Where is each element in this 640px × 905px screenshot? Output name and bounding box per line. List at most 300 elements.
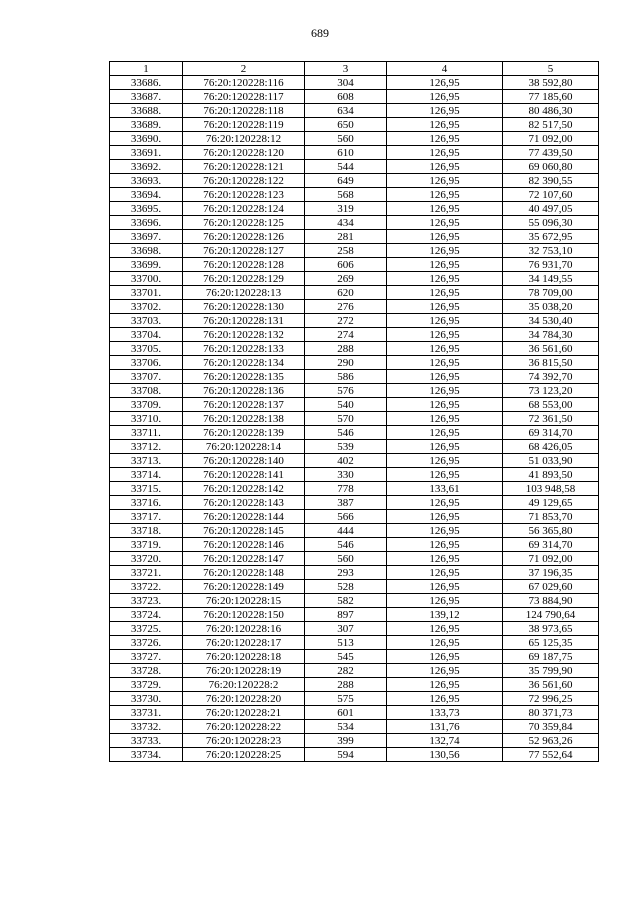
rate-cell: 126,95	[387, 202, 503, 216]
amount-cell: 34 149,55	[503, 272, 599, 286]
table-row	[110, 132, 599, 146]
row-number-cell: 33734.	[110, 748, 183, 762]
amount-cell: 36 561,60	[503, 342, 599, 356]
amount-cell: 71 853,70	[503, 510, 599, 524]
cadastral-number-cell: 76:20:120228:148	[183, 566, 305, 580]
amount-cell: 77 439,50	[503, 146, 599, 160]
amount-cell: 78 709,00	[503, 286, 599, 300]
area-cell: 269	[305, 272, 387, 286]
table-row	[110, 692, 599, 706]
rate-cell: 126,95	[387, 230, 503, 244]
cadastral-number-cell: 76:20:120228:135	[183, 370, 305, 384]
table-row	[110, 356, 599, 370]
cadastral-number-cell: 76:20:120228:126	[183, 230, 305, 244]
table-row	[110, 608, 599, 622]
rate-cell: 126,95	[387, 286, 503, 300]
cadastral-number-cell: 76:20:120228:134	[183, 356, 305, 370]
table-row	[110, 160, 599, 174]
table-row	[110, 286, 599, 300]
amount-cell: 74 392,70	[503, 370, 599, 384]
rate-cell: 126,95	[387, 216, 503, 230]
rate-cell: 133,73	[387, 706, 503, 720]
table-row	[110, 412, 599, 426]
cadastral-number-cell: 76:20:120228:19	[183, 664, 305, 678]
rate-cell: 126,95	[387, 496, 503, 510]
amount-cell: 82 517,50	[503, 118, 599, 132]
column-header: 2	[183, 62, 305, 76]
rate-cell: 126,95	[387, 174, 503, 188]
table-row	[110, 370, 599, 384]
row-number-cell: 33729.	[110, 678, 183, 692]
row-number-cell: 33732.	[110, 720, 183, 734]
amount-cell: 49 129,65	[503, 496, 599, 510]
row-number-cell: 33692.	[110, 160, 183, 174]
row-number-cell: 33687.	[110, 90, 183, 104]
cadastral-number-cell: 76:20:120228:129	[183, 272, 305, 286]
cadastral-number-cell: 76:20:120228:146	[183, 538, 305, 552]
row-number-cell: 33689.	[110, 118, 183, 132]
amount-cell: 69 314,70	[503, 538, 599, 552]
amount-cell: 71 092,00	[503, 132, 599, 146]
amount-cell: 80 486,30	[503, 104, 599, 118]
area-cell: 534	[305, 720, 387, 734]
row-number-cell: 33714.	[110, 468, 183, 482]
row-number-cell: 33711.	[110, 426, 183, 440]
amount-cell: 69 314,70	[503, 426, 599, 440]
row-number-cell: 33733.	[110, 734, 183, 748]
table-row	[110, 552, 599, 566]
table-row	[110, 426, 599, 440]
row-number-cell: 33697.	[110, 230, 183, 244]
table-row	[110, 398, 599, 412]
area-cell: 272	[305, 314, 387, 328]
area-cell: 258	[305, 244, 387, 258]
rate-cell: 126,95	[387, 468, 503, 482]
cadastral-number-cell: 76:20:120228:149	[183, 580, 305, 594]
cadastral-number-cell: 76:20:120228:139	[183, 426, 305, 440]
table-row	[110, 510, 599, 524]
table-row	[110, 90, 599, 104]
rate-cell: 126,95	[387, 314, 503, 328]
amount-cell: 72 996,25	[503, 692, 599, 706]
table-row	[110, 636, 599, 650]
table-row	[110, 706, 599, 720]
row-number-cell: 33702.	[110, 300, 183, 314]
amount-cell: 38 592,80	[503, 76, 599, 90]
cadastral-number-cell: 76:20:120228:16	[183, 622, 305, 636]
area-cell: 399	[305, 734, 387, 748]
area-cell: 546	[305, 538, 387, 552]
row-number-cell: 33690.	[110, 132, 183, 146]
rate-cell: 130,56	[387, 748, 503, 762]
area-cell: 288	[305, 342, 387, 356]
table-row	[110, 146, 599, 160]
rate-cell: 126,95	[387, 524, 503, 538]
amount-cell: 36 561,60	[503, 678, 599, 692]
row-number-cell: 33706.	[110, 356, 183, 370]
amount-cell: 38 973,65	[503, 622, 599, 636]
cadastral-number-cell: 76:20:120228:131	[183, 314, 305, 328]
area-cell: 513	[305, 636, 387, 650]
cadastral-number-cell: 76:20:120228:128	[183, 258, 305, 272]
rate-cell: 126,95	[387, 650, 503, 664]
table-row	[110, 538, 599, 552]
cadastral-number-cell: 76:20:120228:119	[183, 118, 305, 132]
rate-cell: 126,95	[387, 160, 503, 174]
amount-cell: 71 092,00	[503, 552, 599, 566]
table-row	[110, 342, 599, 356]
cadastral-number-cell: 76:20:120228:141	[183, 468, 305, 482]
amount-cell: 103 948,58	[503, 482, 599, 496]
cadastral-number-cell: 76:20:120228:122	[183, 174, 305, 188]
rate-cell: 126,95	[387, 566, 503, 580]
amount-cell: 65 125,35	[503, 636, 599, 650]
row-number-cell: 33710.	[110, 412, 183, 426]
rate-cell: 126,95	[387, 440, 503, 454]
cadastral-number-cell: 76:20:120228:142	[183, 482, 305, 496]
cadastral-number-cell: 76:20:120228:23	[183, 734, 305, 748]
row-number-cell: 33704.	[110, 328, 183, 342]
row-number-cell: 33721.	[110, 566, 183, 580]
table-row	[110, 272, 599, 286]
rate-cell: 126,95	[387, 412, 503, 426]
table-body	[110, 76, 599, 762]
rate-cell: 126,95	[387, 132, 503, 146]
area-cell: 444	[305, 524, 387, 538]
rate-cell: 126,95	[387, 370, 503, 384]
cadastral-number-cell: 76:20:120228:140	[183, 454, 305, 468]
area-cell: 528	[305, 580, 387, 594]
rate-cell: 133,61	[387, 482, 503, 496]
rate-cell: 126,95	[387, 636, 503, 650]
amount-cell: 77 552,64	[503, 748, 599, 762]
amount-cell: 124 790,64	[503, 608, 599, 622]
row-number-cell: 33693.	[110, 174, 183, 188]
cadastral-number-cell: 76:20:120228:138	[183, 412, 305, 426]
row-number-cell: 33708.	[110, 384, 183, 398]
row-number-cell: 33694.	[110, 188, 183, 202]
area-cell: 387	[305, 496, 387, 510]
rate-cell: 126,95	[387, 398, 503, 412]
area-cell: 319	[305, 202, 387, 216]
row-number-cell: 33731.	[110, 706, 183, 720]
area-cell: 594	[305, 748, 387, 762]
amount-cell: 82 390,55	[503, 174, 599, 188]
table-row	[110, 202, 599, 216]
data-table	[109, 61, 599, 762]
rate-cell: 126,95	[387, 76, 503, 90]
amount-cell: 76 931,70	[503, 258, 599, 272]
rate-cell: 126,95	[387, 272, 503, 286]
cadastral-number-cell: 76:20:120228:127	[183, 244, 305, 258]
row-number-cell: 33705.	[110, 342, 183, 356]
area-cell: 610	[305, 146, 387, 160]
rate-cell: 126,95	[387, 90, 503, 104]
area-cell: 282	[305, 664, 387, 678]
row-number-cell: 33688.	[110, 104, 183, 118]
amount-cell: 69 060,80	[503, 160, 599, 174]
amount-cell: 34 530,40	[503, 314, 599, 328]
area-cell: 293	[305, 566, 387, 580]
area-cell: 568	[305, 188, 387, 202]
row-number-cell: 33707.	[110, 370, 183, 384]
table-row	[110, 734, 599, 748]
rate-cell: 126,95	[387, 356, 503, 370]
cadastral-number-cell: 76:20:120228:17	[183, 636, 305, 650]
area-cell: 281	[305, 230, 387, 244]
rate-cell: 126,95	[387, 384, 503, 398]
table-row	[110, 594, 599, 608]
column-header: 3	[305, 62, 387, 76]
cadastral-number-cell: 76:20:120228:20	[183, 692, 305, 706]
row-number-cell: 33730.	[110, 692, 183, 706]
table-row	[110, 244, 599, 258]
area-cell: 330	[305, 468, 387, 482]
row-number-cell: 33719.	[110, 538, 183, 552]
row-number-cell: 33686.	[110, 76, 183, 90]
row-number-cell: 33723.	[110, 594, 183, 608]
row-number-cell: 33727.	[110, 650, 183, 664]
rate-cell: 126,95	[387, 244, 503, 258]
rate-cell: 126,95	[387, 580, 503, 594]
rate-cell: 126,95	[387, 146, 503, 160]
amount-cell: 73 884,90	[503, 594, 599, 608]
amount-cell: 68 426,05	[503, 440, 599, 454]
area-cell: 544	[305, 160, 387, 174]
cadastral-number-cell: 76:20:120228:123	[183, 188, 305, 202]
amount-cell: 56 365,80	[503, 524, 599, 538]
area-cell: 570	[305, 412, 387, 426]
rate-cell: 126,95	[387, 552, 503, 566]
table-row	[110, 622, 599, 636]
cadastral-number-cell: 76:20:120228:13	[183, 286, 305, 300]
area-cell: 576	[305, 384, 387, 398]
table-row	[110, 664, 599, 678]
cadastral-number-cell: 76:20:120228:117	[183, 90, 305, 104]
amount-cell: 35 672,95	[503, 230, 599, 244]
amount-cell: 41 893,50	[503, 468, 599, 482]
cadastral-number-cell: 76:20:120228:132	[183, 328, 305, 342]
rate-cell: 126,95	[387, 104, 503, 118]
amount-cell: 32 753,10	[503, 244, 599, 258]
area-cell: 606	[305, 258, 387, 272]
cadastral-number-cell: 76:20:120228:2	[183, 678, 305, 692]
table-row	[110, 678, 599, 692]
column-header: 4	[387, 62, 503, 76]
table-row	[110, 468, 599, 482]
table-row	[110, 720, 599, 734]
amount-cell: 51 033,90	[503, 454, 599, 468]
table-row	[110, 118, 599, 132]
area-cell: 650	[305, 118, 387, 132]
table-row	[110, 314, 599, 328]
row-number-cell: 33728.	[110, 664, 183, 678]
amount-cell: 34 784,30	[503, 328, 599, 342]
table-row	[110, 188, 599, 202]
row-number-cell: 33726.	[110, 636, 183, 650]
table-row	[110, 454, 599, 468]
page-number: 689	[311, 26, 329, 40]
table-row	[110, 104, 599, 118]
area-cell: 560	[305, 552, 387, 566]
cadastral-number-cell: 76:20:120228:145	[183, 524, 305, 538]
table-row	[110, 482, 599, 496]
cadastral-number-cell: 76:20:120228:147	[183, 552, 305, 566]
row-number-cell: 33691.	[110, 146, 183, 160]
amount-cell: 40 497,05	[503, 202, 599, 216]
row-number-cell: 33717.	[110, 510, 183, 524]
table-row	[110, 258, 599, 272]
rate-cell: 126,95	[387, 300, 503, 314]
area-cell: 620	[305, 286, 387, 300]
amount-cell: 55 096,30	[503, 216, 599, 230]
rate-cell: 126,95	[387, 678, 503, 692]
area-cell: 307	[305, 622, 387, 636]
area-cell: 778	[305, 482, 387, 496]
cadastral-number-cell: 76:20:120228:133	[183, 342, 305, 356]
amount-cell: 77 185,60	[503, 90, 599, 104]
rate-cell: 126,95	[387, 426, 503, 440]
area-cell: 276	[305, 300, 387, 314]
area-cell: 539	[305, 440, 387, 454]
cadastral-number-cell: 76:20:120228:144	[183, 510, 305, 524]
amount-cell: 73 123,20	[503, 384, 599, 398]
cadastral-number-cell: 76:20:120228:120	[183, 146, 305, 160]
amount-cell: 70 359,84	[503, 720, 599, 734]
row-number-cell: 33715.	[110, 482, 183, 496]
table-row	[110, 384, 599, 398]
area-cell: 608	[305, 90, 387, 104]
cadastral-number-cell: 76:20:120228:21	[183, 706, 305, 720]
rate-cell: 126,95	[387, 594, 503, 608]
row-number-cell: 33722.	[110, 580, 183, 594]
area-cell: 540	[305, 398, 387, 412]
rate-cell: 126,95	[387, 538, 503, 552]
cadastral-number-cell: 76:20:120228:137	[183, 398, 305, 412]
area-cell: 897	[305, 608, 387, 622]
table-row	[110, 580, 599, 594]
table-row	[110, 650, 599, 664]
row-number-cell: 33720.	[110, 552, 183, 566]
amount-cell: 72 107,60	[503, 188, 599, 202]
cadastral-number-cell: 76:20:120228:130	[183, 300, 305, 314]
cadastral-number-cell: 76:20:120228:124	[183, 202, 305, 216]
cadastral-number-cell: 76:20:120228:22	[183, 720, 305, 734]
column-header: 1	[110, 62, 183, 76]
table-row	[110, 230, 599, 244]
amount-cell: 69 187,75	[503, 650, 599, 664]
area-cell: 649	[305, 174, 387, 188]
cadastral-number-cell: 76:20:120228:150	[183, 608, 305, 622]
row-number-cell: 33695.	[110, 202, 183, 216]
cadastral-number-cell: 76:20:120228:116	[183, 76, 305, 90]
column-header: 5	[503, 62, 599, 76]
area-cell: 546	[305, 426, 387, 440]
area-cell: 545	[305, 650, 387, 664]
cadastral-number-cell: 76:20:120228:121	[183, 160, 305, 174]
area-cell: 304	[305, 76, 387, 90]
cadastral-number-cell: 76:20:120228:118	[183, 104, 305, 118]
rate-cell: 126,95	[387, 118, 503, 132]
cadastral-number-cell: 76:20:120228:25	[183, 748, 305, 762]
row-number-cell: 33713.	[110, 454, 183, 468]
row-number-cell: 33699.	[110, 258, 183, 272]
area-cell: 634	[305, 104, 387, 118]
cadastral-number-cell: 76:20:120228:14	[183, 440, 305, 454]
table-row	[110, 216, 599, 230]
table-header-row	[110, 62, 599, 76]
rate-cell: 126,95	[387, 510, 503, 524]
rate-cell: 126,95	[387, 622, 503, 636]
rate-cell: 139,12	[387, 608, 503, 622]
area-cell: 586	[305, 370, 387, 384]
table-row	[110, 748, 599, 762]
table-row	[110, 566, 599, 580]
area-cell: 274	[305, 328, 387, 342]
rate-cell: 126,95	[387, 328, 503, 342]
rate-cell: 132,74	[387, 734, 503, 748]
amount-cell: 67 029,60	[503, 580, 599, 594]
table-row	[110, 174, 599, 188]
row-number-cell: 33724.	[110, 608, 183, 622]
row-number-cell: 33709.	[110, 398, 183, 412]
row-number-cell: 33698.	[110, 244, 183, 258]
cadastral-number-cell: 76:20:120228:143	[183, 496, 305, 510]
rate-cell: 126,95	[387, 454, 503, 468]
rate-cell: 126,95	[387, 342, 503, 356]
table-row	[110, 300, 599, 314]
amount-cell: 52 963,26	[503, 734, 599, 748]
area-cell: 402	[305, 454, 387, 468]
cadastral-number-cell: 76:20:120228:125	[183, 216, 305, 230]
amount-cell: 37 196,35	[503, 566, 599, 580]
rate-cell: 126,95	[387, 692, 503, 706]
area-cell: 575	[305, 692, 387, 706]
amount-cell: 72 361,50	[503, 412, 599, 426]
area-cell: 601	[305, 706, 387, 720]
row-number-cell: 33716.	[110, 496, 183, 510]
amount-cell: 36 815,50	[503, 356, 599, 370]
row-number-cell: 33718.	[110, 524, 183, 538]
amount-cell: 68 553,00	[503, 398, 599, 412]
cadastral-number-cell: 76:20:120228:15	[183, 594, 305, 608]
amount-cell: 35 799,90	[503, 664, 599, 678]
table-row	[110, 524, 599, 538]
row-number-cell: 33703.	[110, 314, 183, 328]
area-cell: 290	[305, 356, 387, 370]
rate-cell: 126,95	[387, 188, 503, 202]
area-cell: 434	[305, 216, 387, 230]
table-row	[110, 440, 599, 454]
rate-cell: 126,95	[387, 664, 503, 678]
area-cell: 566	[305, 510, 387, 524]
row-number-cell: 33712.	[110, 440, 183, 454]
cadastral-number-cell: 76:20:120228:136	[183, 384, 305, 398]
table-row	[110, 328, 599, 342]
cadastral-number-cell: 76:20:120228:18	[183, 650, 305, 664]
row-number-cell: 33696.	[110, 216, 183, 230]
table-row	[110, 76, 599, 90]
row-number-cell: 33701.	[110, 286, 183, 300]
cadastral-number-cell: 76:20:120228:12	[183, 132, 305, 146]
amount-cell: 35 038,20	[503, 300, 599, 314]
row-number-cell: 33725.	[110, 622, 183, 636]
table-row	[110, 496, 599, 510]
area-cell: 582	[305, 594, 387, 608]
row-number-cell: 33700.	[110, 272, 183, 286]
rate-cell: 131,76	[387, 720, 503, 734]
area-cell: 560	[305, 132, 387, 146]
